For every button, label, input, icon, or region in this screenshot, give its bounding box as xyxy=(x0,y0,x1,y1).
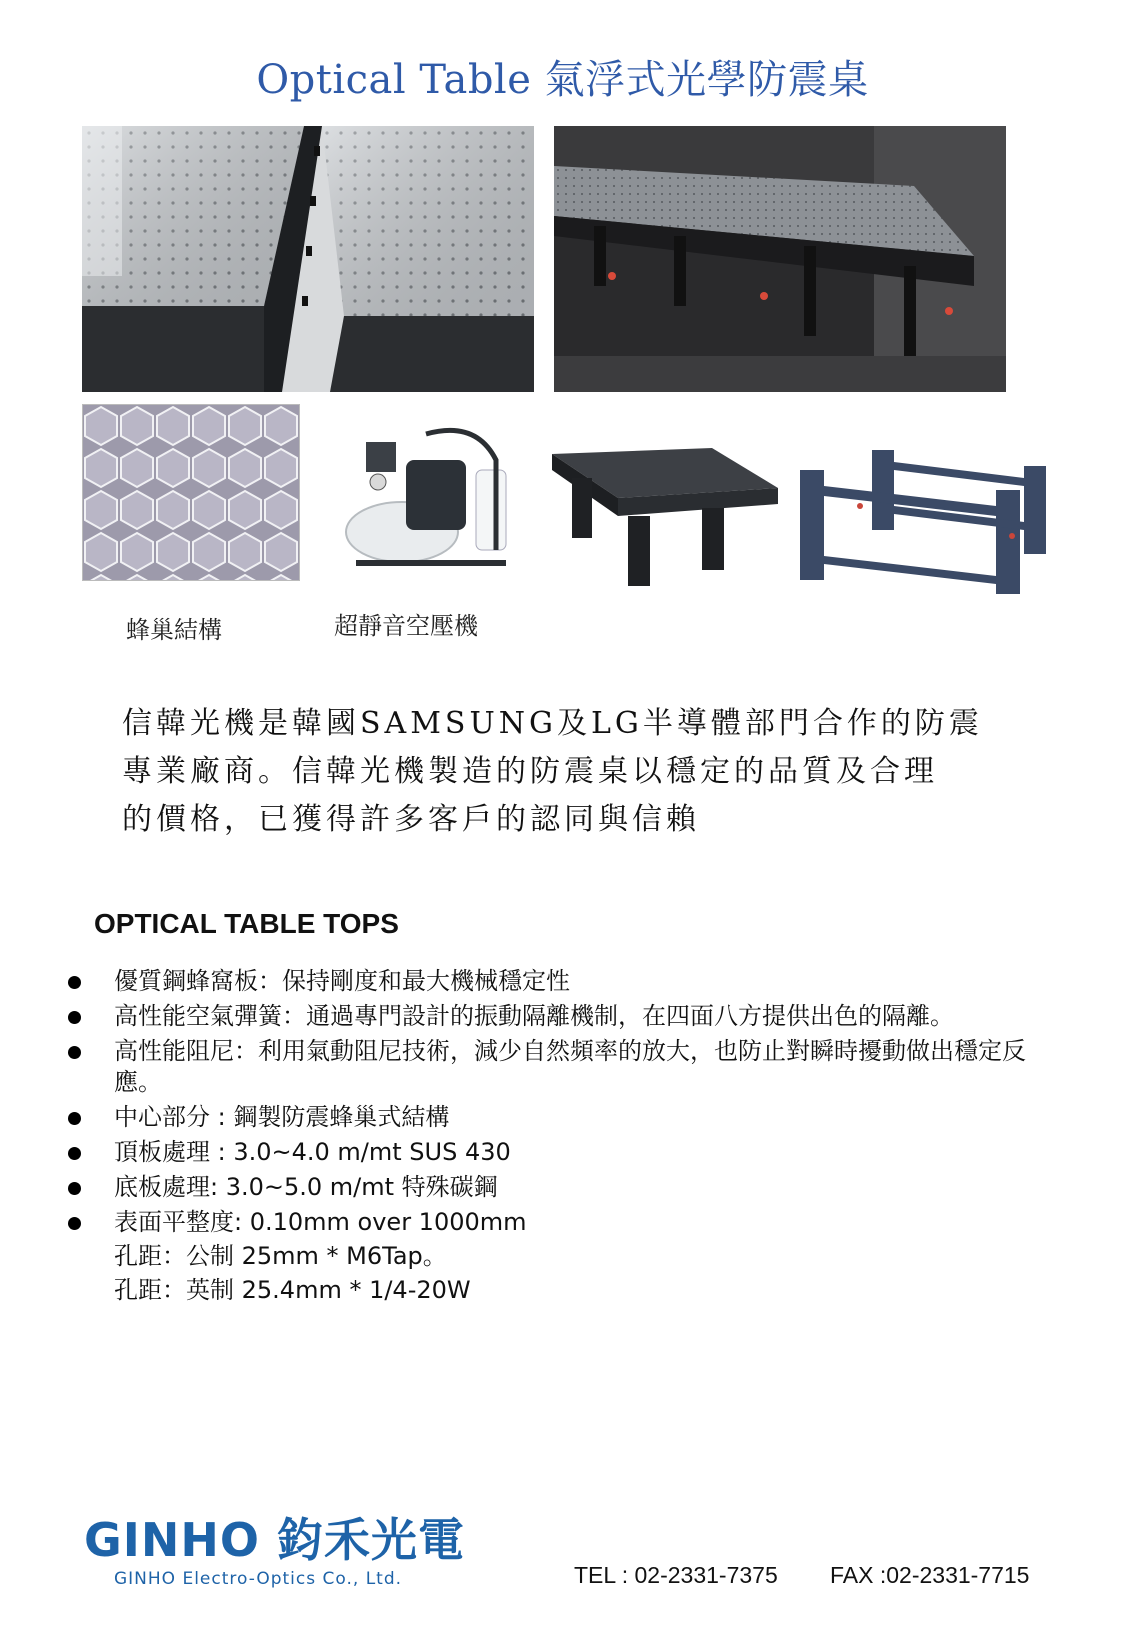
honeycomb-photo xyxy=(82,404,300,581)
feature-text: 高性能阻尼：利用氣動阻尼技術，減少自然頻率的放大，也防止對瞬時擾動做出穩定反應。 xyxy=(114,1037,1026,1096)
bullet-icon xyxy=(68,1217,81,1230)
list-item xyxy=(66,1207,1036,1238)
hole-spacing-metric: 孔距：公制 25mm * M6Tap。 xyxy=(114,1242,447,1270)
feature-list xyxy=(66,966,1036,1242)
feature-text: 中心部分 : 鋼製防震蜂巢式結構 xyxy=(114,1103,450,1131)
table-top-photo xyxy=(82,126,534,392)
feature-text: 底板處理: 3.0~5.0 m/mt 特殊碳鋼 xyxy=(114,1173,498,1201)
table-product-photo xyxy=(552,448,778,590)
bullet-icon xyxy=(68,976,81,989)
intro-line: 專業廠商。信韓光機製造的防震桌以穩定的品質及合理 xyxy=(122,754,938,789)
page-title: Optical Table 氣浮式光學防震桌 xyxy=(256,57,869,103)
brand-name: GINHO 鈞禾光電 xyxy=(84,1513,465,1567)
bullet-icon xyxy=(68,1112,81,1125)
intro-line: 信韓光機是韓國SAMSUNG及LG半導體部門合作的防震 xyxy=(122,706,983,741)
hole-spacing-imperial: 孔距：英制 25.4mm * 1/4-20W xyxy=(114,1276,471,1304)
contact-fax: FAX :02-2331-7715 xyxy=(830,1562,1030,1588)
list-item xyxy=(66,1036,1036,1098)
brand-subtitle: GINHO Electro-Optics Co., Ltd. xyxy=(114,1569,403,1589)
feature-text: 高性能空氣彈簧：通過專門設計的振動隔離機制，在四面八方提供出色的隔離。 xyxy=(114,1002,954,1030)
list-item xyxy=(66,1137,1036,1168)
list-item xyxy=(66,966,1036,997)
frame-product-photo xyxy=(800,446,1052,594)
section-heading: OPTICAL TABLE TOPS xyxy=(94,908,399,939)
list-item xyxy=(66,1172,1036,1203)
bullet-icon xyxy=(68,1147,81,1160)
intro-paragraph xyxy=(122,700,1022,844)
feature-text: 頂板處理 : 3.0~4.0 m/mt SUS 430 xyxy=(114,1138,511,1166)
list-item xyxy=(66,1102,1036,1133)
list-item xyxy=(66,1001,1036,1032)
feature-text: 優質鋼蜂窩板：保持剛度和最大機械穩定性 xyxy=(114,967,570,995)
brand-logo xyxy=(84,1515,465,1589)
compressor-caption: 超靜音空壓機 xyxy=(334,612,478,640)
intro-line: 的價格，已獲得許多客戶的認同與信賴 xyxy=(122,802,700,837)
compressor-photo xyxy=(336,420,526,590)
contact-tel: TEL : 02-2331-7375 xyxy=(574,1562,778,1588)
installed-table-photo xyxy=(554,126,1006,392)
honeycomb-caption: 蜂巢結構 xyxy=(126,616,222,644)
bullet-icon xyxy=(68,1011,81,1024)
feature-text: 表面平整度: 0.10mm over 1000mm xyxy=(114,1208,527,1236)
bullet-icon xyxy=(68,1046,81,1059)
bullet-icon xyxy=(68,1182,81,1195)
